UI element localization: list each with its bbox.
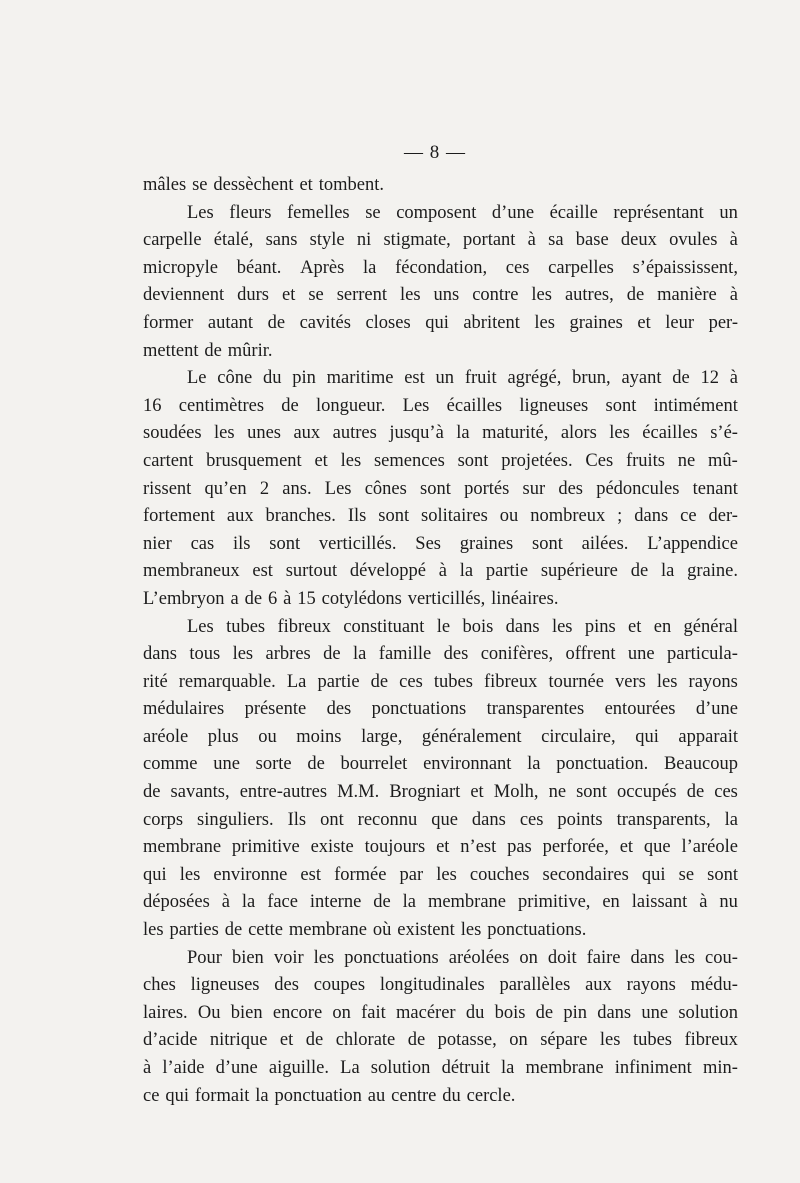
text-line: membrane primitive existe toujours et n’est pas perforée, et que l’aréole	[143, 837, 738, 858]
text-line: deviennent durs et se serrent les uns contre les autres, de manière à	[143, 285, 738, 306]
text-line: à l’aide d’une aiguille. La solution détruit la membrane infiniment min-	[143, 1058, 738, 1078]
text-line: rité remarquable. La partie de ces tubes fibreux tournée vers les rayons	[143, 671, 738, 692]
text-line: Le cône du pin maritime est un fruit agrégé, brun, ayant de 12 à	[187, 368, 738, 389]
text-line: dans tous les arbres de la famille des conifères, offrent une particula-	[143, 644, 738, 665]
text-line: médulaires présente des ponctuations transparentes entourées d’une	[143, 699, 738, 720]
text-line: déposées à la face interne de la membrane primitive, en laissant à nu	[143, 892, 738, 913]
text-line: de savants, entre-autres M.M. Brogniart et Molh, ne sont occupés de ces	[143, 782, 738, 803]
text-line: membraneux est surtout développé à la partie supérieure de la graine.	[143, 561, 738, 582]
text-line: nier cas ils sont verticillés. Ses graines sont ailées. L’appendice	[143, 533, 738, 554]
text-line: fortement aux branches. Ils sont solitaires ou nombreux ; dans ce der-	[143, 506, 738, 527]
text-line: rissent qu’en 2 ans. Les cônes sont portés sur des pédoncules tenant	[143, 478, 738, 499]
text-line: mettent de mûrir.	[143, 340, 273, 361]
text-line: mâles se dessèchent et tombent.	[143, 175, 384, 195]
text-line: 16 centimètres de longueur. Les écailles ligneuses sont intimément	[143, 395, 738, 416]
page-number: — 8 —	[404, 142, 466, 163]
text-line: carpelle étalé, sans style ni stigmate, portant à sa base deux ovules à	[143, 230, 738, 251]
text-line: corps singuliers. Ils ont reconnu que dans ces points transparents, la	[143, 809, 738, 830]
text-line: ce qui formait la ponctuation au centre du cercle.	[143, 1085, 516, 1106]
text-line: comme une sorte de bourrelet environnant la ponctuation. Beaucoup	[143, 754, 738, 775]
text-line: Les tubes fibreux constituant le bois dans les pins et en général	[187, 616, 738, 637]
text-line: les parties de cette membrane où existent les ponctuations.	[143, 920, 587, 941]
text-line: ches ligneuses des coupes longitudinales parallèles aux rayons médu-	[143, 975, 738, 996]
body-text	[143, 172, 738, 1110]
text-line: soudées les unes aux autres jusqu’à la maturité, alors les écailles s’é-	[143, 423, 738, 444]
text-line: qui les environne est formée par les couches secondaires qui se sont	[143, 864, 738, 885]
text-line: aréole plus ou moins large, généralement circulaire, qui apparait	[143, 726, 738, 747]
text-line: cartent brusquement et les semences sont projetées. Ces fruits ne mû-	[143, 450, 738, 471]
text-line: laires. Ou bien encore on fait macérer du bois de pin dans une solution	[143, 1002, 738, 1023]
text-line: Pour bien voir les ponctuations aréolées on doit faire dans les cou-	[187, 947, 738, 968]
text-line: micropyle béant. Après la fécondation, ces carpelles s’épaississent,	[143, 257, 738, 278]
text-line: d’acide nitrique et de chlorate de potasse, on sépare les tubes fibreux	[143, 1030, 738, 1051]
text-line: Les fleurs femelles se composent d’une écaille représentant un	[187, 202, 738, 223]
text-line: former autant de cavités closes qui abritent les graines et leur per-	[143, 312, 738, 333]
text-line: L’embryon a de 6 à 15 cotylédons verticillés, linéaires.	[143, 588, 559, 609]
